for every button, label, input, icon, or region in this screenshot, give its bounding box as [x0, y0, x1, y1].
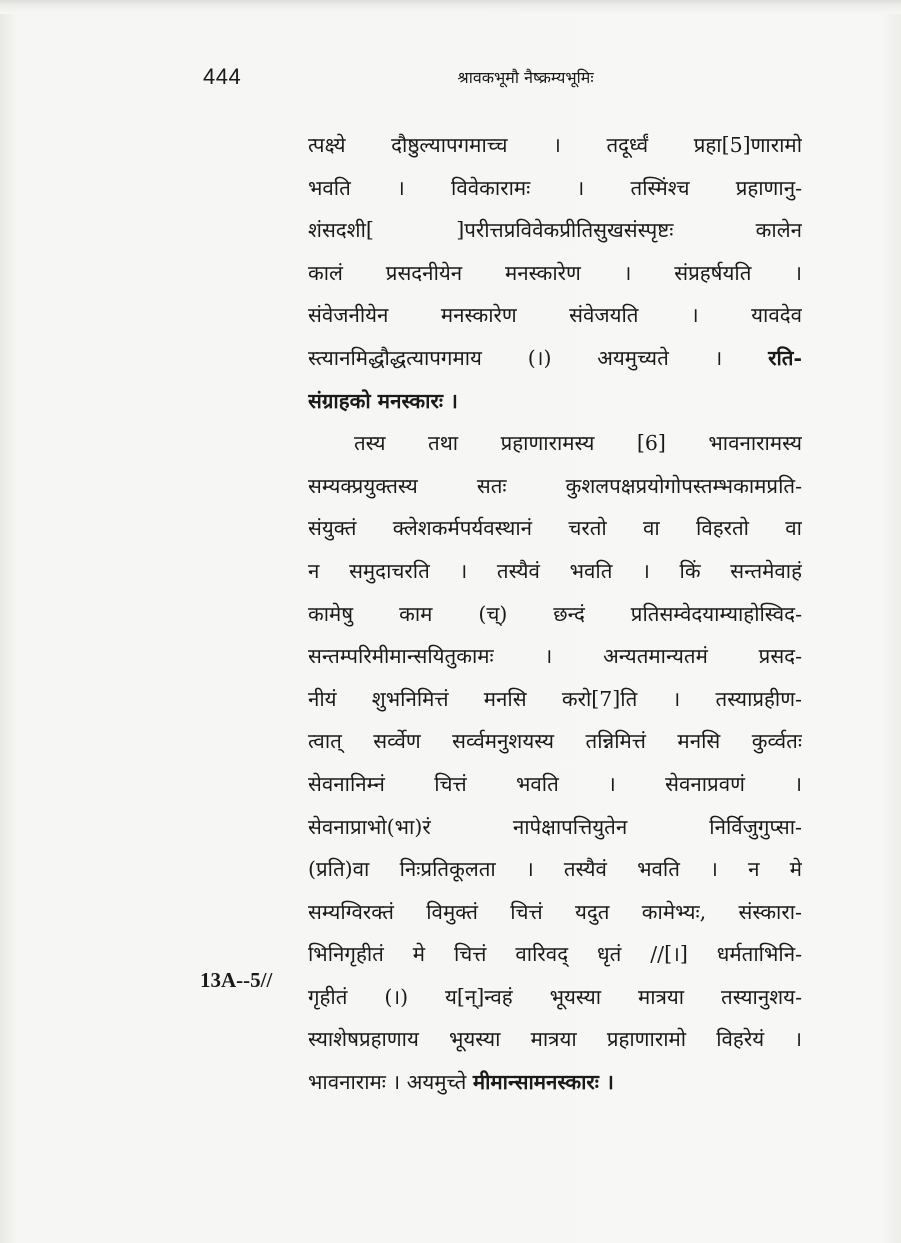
text-line: सम्यक्प्रयुक्तस्य सतः कुशलपक्षप्रयोगोपस्तम्भकामप्रति-	[308, 473, 802, 498]
text-line: स्याशेषप्रहाणाय भूयस्या मात्रया प्रहाणारामो विहरेयं ।	[308, 1027, 802, 1052]
margin-manuscript-reference: 13A--5//	[200, 968, 273, 992]
text-line: सम्यग्विरक्तं विमुक्तं चित्तं यदुत कामेभ्यः, संस्कारा-	[308, 899, 802, 924]
text-line: सन्तम्परिमीमान्सयितुकामः । अन्यतमान्यतमं प्रसद-	[308, 644, 802, 669]
text-line: भिनिगृहीतं मे चित्तं वारिवद् धृतं //[।] धर्मताभिनि-	[308, 942, 802, 967]
text-line: सेवनाप्राभो(भा)रं नापेक्षापत्तियुतेन निर्विजुगुप्सा-	[308, 814, 802, 839]
text-line: त्वात् सर्व्वेण सर्व्वमनुशयस्य तन्निमित्तं मनसि कुर्व्वतः	[308, 729, 802, 754]
text-line-with-bold	[308, 1061, 802, 1104]
page-number: 444	[203, 64, 242, 89]
text-line: कालं प्रसदनीयेन मनस्कारेण । संप्रहर्षयति ।	[308, 260, 802, 285]
running-title: श्रावकभूमौ नैष्क्रम्यभूमिः	[457, 68, 594, 87]
text-line: न समुदाचरति । तस्यैवं भवति । किं सन्तमेवाहं	[308, 558, 802, 583]
text-line: शंसदशी[ ]परीत्तप्रविवेकप्रीतिसुखसंस्पृष्टः कालेन	[308, 218, 802, 243]
text-line: भवति । विवेकारामः । तस्मिंश्च प्रहाणानु-	[308, 175, 802, 200]
body-text	[308, 124, 802, 1104]
scan-top-edge	[0, 0, 901, 14]
text-segment: भावनारामः । अयमुच्ते	[308, 1070, 473, 1095]
text-line: कामेषु काम (च्) छन्दं प्रतिसम्वेदयाम्याहोस्विद-	[308, 601, 802, 626]
text-line: सेवनानिम्नं चित्तं भवति । सेवनाप्रवणं ।	[308, 771, 802, 796]
text-line: (प्रति)वा निःप्रतिकूलता । तस्यैवं भवति । न मे	[308, 857, 802, 882]
bold-term: मीमान्सामनस्कारः ।	[472, 1070, 614, 1095]
text-line: गृहीतं (।) य[न्]न्वहं भूयस्या मात्रया तस्यानुशय-	[308, 984, 802, 1009]
text-line: नीयं शुभनिमित्तं मनसि करो[7]ति । तस्याप्रहीण-	[308, 686, 802, 711]
text-line-with-bold	[308, 337, 802, 380]
paragraph-start: तस्य तथा प्रहाणारामस्य [6] भावनारामस्य	[354, 431, 802, 456]
text-line: संवेजनीयेन मनस्कारेण संवेजयति । यावदेव	[308, 303, 802, 328]
text-line: संयुक्तं क्लेशकर्मपर्यवस्थानं चरतो वा विहरतो वा	[308, 516, 802, 541]
text-segment: स्त्यानमिद्धौद्धत्यापगमाय (।) अयमुच्यते ।	[308, 345, 769, 370]
section-heading-rati: संग्राहको मनस्कारः ।	[308, 388, 458, 413]
bold-term: रति-	[768, 345, 802, 370]
text-line: त्पक्ष्ये दौष्ठुल्यापगमाच्च । तदूर्ध्वं प्रहा[5]णारामो	[308, 133, 802, 157]
